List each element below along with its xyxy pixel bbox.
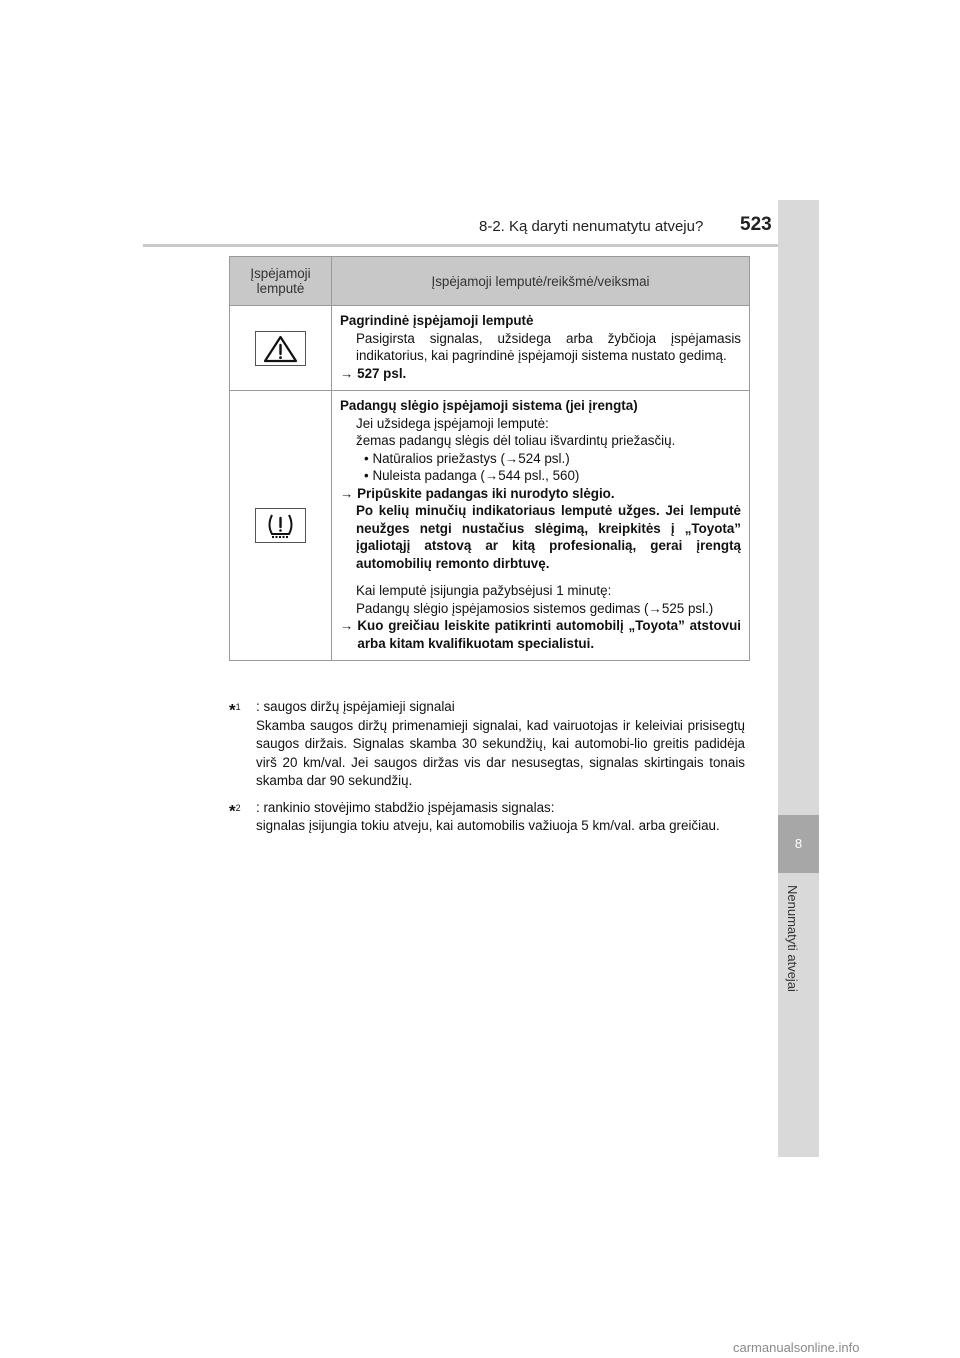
- chapter-label: Nenumatyti atvejai: [785, 885, 800, 992]
- row-description: Pasigirsta signalas, užsidega arba žybčioja įspėjamasis indikatorius, kai pagrindinė įspėjamoji sistema nustato gedimą.: [356, 330, 741, 363]
- arrow-icon: →: [340, 365, 354, 381]
- row-line: Jei užsidega įspėjamoji lemputė:: [356, 415, 549, 431]
- footnote: [229, 799, 745, 836]
- row-line: žemas padangų slėgis dėl toliau išvardintų priežasčių.: [356, 433, 676, 448]
- arrow-icon: →: [504, 450, 519, 466]
- list-item: [340, 450, 741, 468]
- icon-cell: [230, 391, 332, 661]
- action-text: Kuo greičiau leiskite patikrinti automobilį „Toyota” atstovui arba kitam kvalifikuotam specialistui.: [357, 618, 741, 651]
- arrow-icon: →: [648, 600, 662, 616]
- page-reference: 525 psl.): [661, 600, 714, 616]
- footnote-marker: *$^1$: [229, 700, 241, 720]
- action-detail: Po kelių minučių indikatoriaus lemputė užges. Jei lemputė neužges netgi nustačius slėgimą, kreipkitės į „Toyota” įgaliotąjį atstovą ar kitą profesionalią, gerai įrengtą automobilių remonto dirbtuvę.: [356, 503, 741, 571]
- column-header-meaning: Įspėjamoji lemputė/reikšmė/veiksmai: [332, 257, 750, 306]
- description-cell: [332, 391, 750, 661]
- arrow-icon: →: [340, 618, 354, 633]
- description-cell: [332, 306, 750, 391]
- page-reference: 527 psl.: [357, 365, 407, 381]
- bullet-icon: •: [364, 468, 369, 483]
- list-item-text: Natūralios priežastys (: [372, 450, 505, 466]
- table-row: [230, 391, 750, 661]
- page-number: 523: [740, 214, 772, 235]
- footnotes: [229, 698, 745, 844]
- page-reference: 524 psl.): [518, 450, 570, 466]
- list-item: [340, 467, 741, 485]
- icon-cell: [230, 306, 332, 391]
- row-line: Kai lemputė įsijungia pažybsėjusi 1 minutę:: [356, 583, 612, 598]
- row-line: [340, 600, 741, 618]
- section-title: 8-2. Ką daryti nenumatytu atveju?: [479, 218, 704, 235]
- footnote-text: signalas įsijungia tokiu atveju, kai automobilis važiuoja 5 km/val. arba greičiau.: [256, 818, 720, 833]
- bullet-icon: •: [364, 450, 369, 466]
- row-action: [340, 365, 741, 383]
- table-header-row: [230, 257, 750, 306]
- row-action: [340, 485, 741, 503]
- table-row: [230, 306, 750, 391]
- column-header-light: Įspėjamoji lemputė: [230, 257, 332, 306]
- action-text: Pripūskite padangas iki nurodyto slėgio.: [357, 485, 615, 501]
- footnote: [229, 698, 745, 791]
- row-line-text: Padangų slėgio įspėjamosios sistemos gedimas (: [356, 600, 649, 616]
- chapter-tab: 8: [778, 815, 819, 873]
- warning-light-table: [229, 256, 750, 661]
- page-reference: 544 psl., 560): [498, 468, 580, 483]
- list-item-text: Nuleista padanga (: [372, 468, 485, 483]
- row-title: Padangų slėgio įspėjamoji sistema (jei įrengta): [340, 398, 638, 413]
- row-title: Pagrindinė įspėjamoji lemputė: [340, 313, 534, 328]
- arrow-icon: →: [484, 468, 499, 483]
- header-divider: [143, 244, 819, 247]
- footnote-title: : saugos diržų įspėjamieji signalai: [256, 699, 455, 714]
- footnote-marker: *$^2$: [229, 800, 241, 820]
- watermark: carmanualsonline.info: [733, 1340, 860, 1355]
- arrow-icon: →: [340, 485, 354, 501]
- footnote-text: Skamba saugos diržų primenamieji signalai, kad vairuotojas ir keleiviai prisisegtų saugos diržais. Signalas skamba 30 sekundžių, kai automobi-lio greitis padidėja virš 20 km/val. Jei saugos diržas vis dar nesusegtas, signalas skirtingais tonais skamba dar 90 sekundžių.: [256, 717, 745, 788]
- chapter-sidebar: [778, 200, 819, 1157]
- master-warning-triangle-icon: [255, 331, 306, 366]
- row-action: [340, 617, 741, 652]
- tire-pressure-warning-icon: [255, 508, 306, 543]
- footnote-title: : rankinio stovėjimo stabdžio įspėjamasis signalas:: [256, 799, 555, 815]
